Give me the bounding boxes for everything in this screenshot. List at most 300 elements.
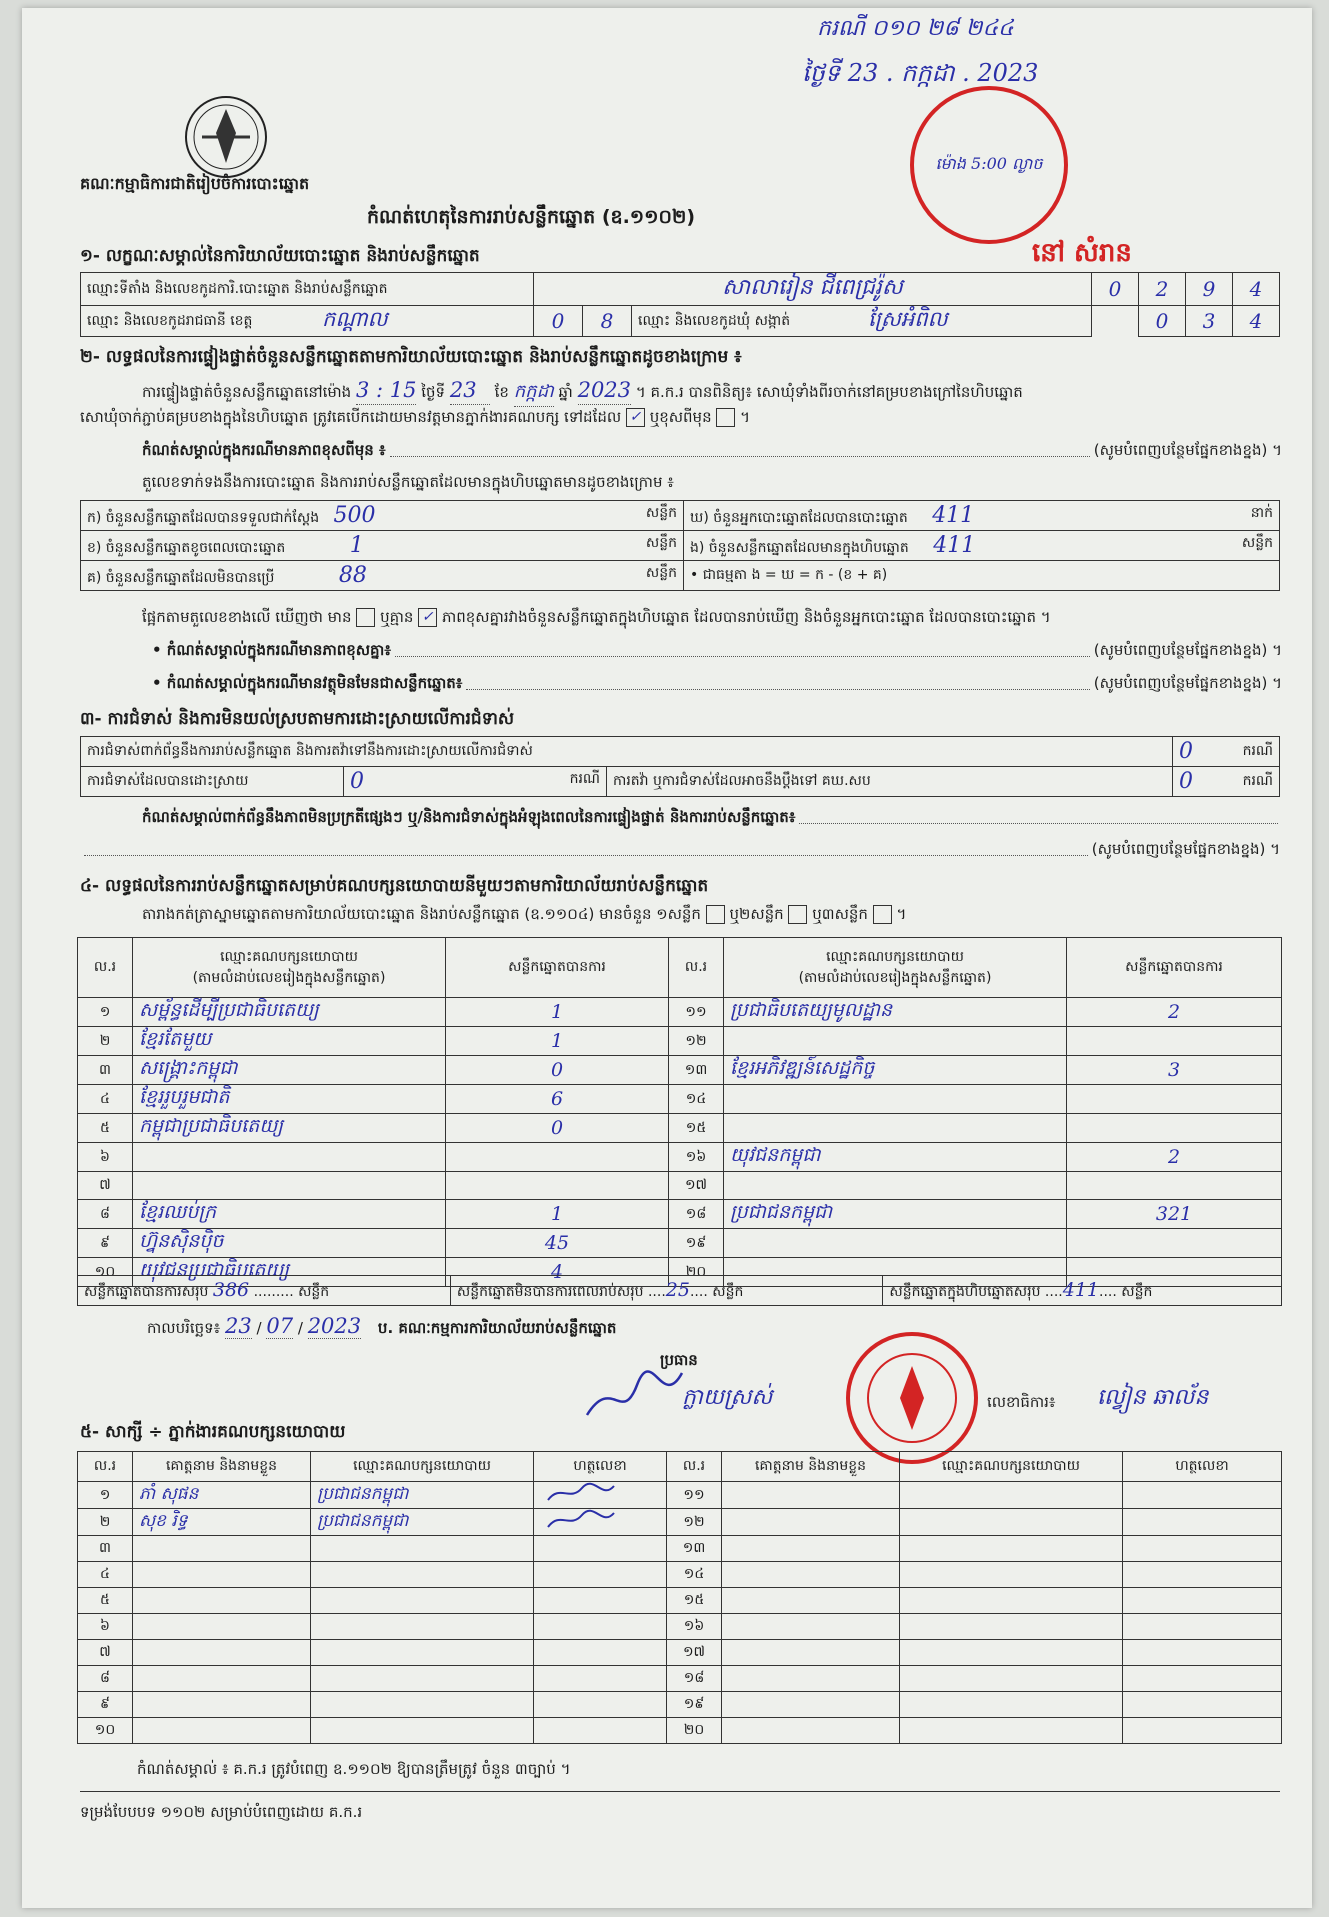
table-row bbox=[78, 1229, 1282, 1258]
station-label: ឈ្មោះទីតាំង និងលេខកូដការិ.បោះឆ្នោត និងរាប់សន្លឹកឆ្នោត bbox=[81, 273, 534, 306]
witness-party bbox=[311, 1614, 534, 1640]
different-checkbox[interactable] bbox=[716, 408, 735, 427]
witness-signature bbox=[534, 1666, 667, 1692]
tally-sub-2: ឬ២សន្លឹក bbox=[729, 905, 784, 923]
party-name bbox=[724, 1114, 1067, 1143]
commune-code-1: 0 bbox=[1139, 306, 1186, 337]
difference-note-line bbox=[390, 441, 1090, 457]
table-row bbox=[78, 1718, 1282, 1744]
witness-name bbox=[722, 1536, 900, 1562]
section2-title: ២- លទ្ធផលនៃការផ្ទៀងផ្ទាត់ចំនួនសន្លឹកឆ្នោតតាមការិយាល័យបោះឆ្នោត និងរាប់សន្លឹកឆ្នោតដូចខាងក្រោម ៖ bbox=[80, 347, 742, 367]
party-votes: 321 bbox=[1067, 1200, 1282, 1229]
party-no: ១៦ bbox=[669, 1143, 724, 1172]
witness-signature bbox=[534, 1614, 667, 1640]
witness-party bbox=[900, 1718, 1123, 1744]
party-votes bbox=[1067, 1229, 1282, 1258]
witness-signature bbox=[534, 1692, 667, 1718]
wit-col-party-left: ឈ្មោះគណបក្សនយោបាយ bbox=[311, 1452, 534, 1482]
section3-title: ៣- ការជំទាស់ និងការមិនយល់ស្របតាមការដោះស្រាយលើការជំទាស់ bbox=[80, 709, 515, 729]
party-votes: 45 bbox=[446, 1229, 669, 1258]
verification-paragraph bbox=[142, 376, 1282, 407]
party-name: ខ្មែរអភិវឌ្ឍន៍សេដ្ឋកិច្ច bbox=[724, 1056, 1067, 1085]
witness-no: ១៦ bbox=[667, 1614, 722, 1640]
witness-name bbox=[133, 1718, 311, 1744]
document-page bbox=[22, 8, 1312, 1908]
total-ballots-label: សន្លឹកឆ្នោតក្នុងហិបឆ្នោតសរុប bbox=[889, 1283, 1041, 1300]
party-no: ៤ bbox=[78, 1085, 133, 1114]
party-no: ៣ bbox=[78, 1056, 133, 1085]
witness-party bbox=[900, 1614, 1123, 1640]
party-no: ១៧ bbox=[669, 1172, 724, 1200]
party-votes: 2 bbox=[1067, 998, 1282, 1027]
comparison-line bbox=[142, 608, 1051, 630]
station-code-2: 2 bbox=[1139, 273, 1186, 306]
total-valid-value: 386 bbox=[212, 1278, 250, 1301]
party-votes: 1 bbox=[446, 1027, 669, 1056]
party-votes bbox=[446, 1143, 669, 1172]
witness-party bbox=[900, 1482, 1123, 1509]
bullet-note-2 bbox=[152, 674, 1282, 696]
col-votes-right: សន្លឹកឆ្នោតបានការ bbox=[1067, 938, 1282, 998]
party-no: ៨ bbox=[78, 1200, 133, 1229]
witness-signature bbox=[534, 1509, 667, 1536]
table-row bbox=[78, 1562, 1282, 1588]
verify-time: 3 : 15 bbox=[356, 376, 417, 405]
row-a-label: ក) ចំនួនសន្លឹកឆ្នោតដែលបានទទួលជាក់ស្តែង bbox=[87, 509, 320, 526]
bullet2-label: • កំណត់សម្គាល់ក្នុងករណីមានវត្ថុមិនមែនជាសន្លឹកឆ្នោត៖ bbox=[152, 674, 463, 692]
row-c-value: 88 bbox=[338, 562, 367, 588]
party-name: ខ្មែរតែមួយ bbox=[133, 1027, 446, 1056]
witness-no: ២០ bbox=[667, 1718, 722, 1744]
wit-col-name-right: គោត្តនាម និងនាមខ្លួន bbox=[722, 1452, 900, 1482]
witness-no: ១០ bbox=[78, 1718, 133, 1744]
party-name bbox=[724, 1229, 1067, 1258]
compare-c: ភាពខុសគ្នារវាងចំនួនសន្លឹកឆ្នោតក្នុងហិបឆ្នោត ដែលបានរាប់ឃើញ និងចំនួនអ្នកបោះឆ្នោត ដែលបានបោះឆ្នោត ។ bbox=[441, 608, 1051, 626]
three-sheet-checkbox[interactable] bbox=[873, 905, 892, 924]
party-votes bbox=[1067, 1114, 1282, 1143]
figures-intro: តួលេខទាក់ទងនឹងការបោះឆ្នោត និងការរាប់សន្លឹកឆ្នោតដែលមានក្នុងហិបឆ្នោតមានដូចខាងក្រោម ៖ bbox=[142, 473, 674, 491]
party-name: យុវជនកម្ពុជា bbox=[724, 1143, 1067, 1172]
wit-col-party-right: ឈ្មោះគណបក្សនយោបាយ bbox=[900, 1452, 1123, 1482]
witness-signature bbox=[1123, 1666, 1282, 1692]
witness-name bbox=[133, 1614, 311, 1640]
commune-code-2: 3 bbox=[1186, 306, 1233, 337]
witness-signature bbox=[534, 1640, 667, 1666]
witness-name bbox=[722, 1692, 900, 1718]
irregularity-note-2 bbox=[80, 840, 1280, 862]
p1-text-c: ខែ bbox=[494, 383, 509, 401]
witness-signature bbox=[534, 1536, 667, 1562]
date-month: 07 bbox=[266, 1314, 294, 1338]
bullet1-line bbox=[395, 641, 1090, 657]
witness-no: ១១ bbox=[667, 1482, 722, 1509]
witness-name bbox=[722, 1718, 900, 1744]
table-row bbox=[78, 1666, 1282, 1692]
handwritten-date: ថ្ងៃទី 23 . កក្កដា . 2023 bbox=[802, 59, 1039, 87]
table-row bbox=[78, 1085, 1282, 1114]
fill-more-2: (សូមបំពេញបន្ថែមផ្នែកខាងខ្នង) ។ bbox=[1093, 641, 1282, 659]
p1-text-b: ថ្ងៃទី bbox=[421, 383, 446, 401]
lock-paragraph: សោឃុំចាក់ភ្ជាប់គម្របខាងក្នុងនៃហិបឆ្នោត ត្រូវគេបើកដោយមានវត្តមានភ្នាក់ងារគណបក្ស ទៅដដែល ✓ ឬខុសពីមុន ។ bbox=[80, 408, 751, 426]
section1-title: ១- លក្ខណៈសម្គាល់នៃការិយាល័យបោះឆ្នោត និងរាប់សន្លឹកឆ្នោត bbox=[80, 246, 480, 266]
witness-name bbox=[722, 1614, 900, 1640]
table-row bbox=[78, 1027, 1282, 1056]
no-difference-checkbox[interactable]: ✓ bbox=[418, 608, 437, 627]
party-name: ប្រជាធិបតេយ្យមូលដ្ឋាន bbox=[724, 998, 1067, 1027]
bullet1-label: • កំណត់សម្គាល់ក្នុងករណីមានភាពខុសគ្នា៖ bbox=[152, 641, 391, 659]
witness-party bbox=[900, 1692, 1123, 1718]
chair-signature bbox=[582, 1365, 692, 1429]
keep-label: នៅ សំរាន bbox=[1032, 238, 1132, 268]
bullet-note-1 bbox=[152, 641, 1282, 663]
party-no: ៦ bbox=[78, 1143, 133, 1172]
p1-text-e: ។ គ.ក.រ បានពិនិត្យ៖ សោឃុំទាំងពីរចាក់នៅគម្របខាងក្រៅនៃហិបឆ្នោត bbox=[635, 383, 1023, 401]
p1-text-a: ការផ្ទៀងផ្ទាត់ចំនួនសន្លឹកឆ្នោតនៅម៉ោង bbox=[142, 383, 352, 401]
witness-no: ១២ bbox=[667, 1509, 722, 1536]
witness-signature bbox=[534, 1562, 667, 1588]
p1-text-d: ឆ្នាំ bbox=[558, 383, 573, 401]
verify-year: 2023 bbox=[578, 376, 631, 405]
total-valid-label: សន្លឹកឆ្នោតបានការសរុប bbox=[84, 1283, 209, 1300]
wit-col-sign-left: ហត្ថលេខា bbox=[534, 1452, 667, 1482]
party-name: កម្ពុជាប្រជាធិបតេយ្យ bbox=[133, 1114, 446, 1143]
witness-no: ៦ bbox=[78, 1614, 133, 1640]
witness-no: ១៩ bbox=[667, 1692, 722, 1718]
fill-more-1: (សូមបំពេញបន្ថែមផ្នែកខាងខ្នង) ។ bbox=[1093, 441, 1282, 459]
party-votes bbox=[1067, 1172, 1282, 1200]
table-row bbox=[78, 1536, 1282, 1562]
wit-col-name-left: គោត្តនាម និងនាមខ្លួន bbox=[133, 1452, 311, 1482]
section4-title: ៤- លទ្ធផលនៃការរាប់សន្លឹកឆ្នោតសម្រាប់គណបក្សនយោបាយនីមួយៗតាមការិយាល័យរាប់សន្លឹកឆ្នោត bbox=[80, 876, 709, 896]
appeal-value: 0 bbox=[1172, 767, 1213, 797]
appeal-label: ការតវ៉ា ឬការជំទាស់ដែលអាចនឹងប្តឹងទៅ គឃ.សប bbox=[607, 767, 1173, 797]
witness-party: ប្រជាជនកម្ពុជា bbox=[311, 1509, 534, 1536]
witness-signature bbox=[534, 1588, 667, 1614]
party-name: ហ្វ៊ុនស៊ិនប៉ិច bbox=[133, 1229, 446, 1258]
tally-sub-1: តារាងកត់ត្រាស្នាមឆ្នោតតាមការិយាល័យបោះឆ្នោត និងរាប់សន្លឹកឆ្នោត (ឧ.១១០៤) មានចំនួន ១សន្លឹក bbox=[142, 905, 701, 923]
station-code-1: 0 bbox=[1092, 273, 1139, 306]
difference-note-label: កំណត់សម្គាល់ក្នុងករណីមានភាពខុសពីមុន ៖ bbox=[142, 441, 386, 459]
table-row bbox=[78, 1200, 1282, 1229]
party-no: ៩ bbox=[78, 1229, 133, 1258]
secretary-name: ល្វៀន ឆាល័ន bbox=[1097, 1385, 1209, 1410]
compare-a: ផ្អែកតាមតួលេខខាងលើ ឃើញថា មាន bbox=[142, 608, 352, 626]
witness-party bbox=[900, 1666, 1123, 1692]
witness-name bbox=[722, 1562, 900, 1588]
fill-more-3: (សូមបំពេញបន្ថែមផ្នែកខាងខ្នង) ។ bbox=[1093, 674, 1282, 692]
table-row bbox=[78, 1614, 1282, 1640]
party-no: ៥ bbox=[78, 1114, 133, 1143]
irregularity-note bbox=[142, 808, 1282, 830]
witness-no: ៩ bbox=[78, 1692, 133, 1718]
party-votes: 0 bbox=[446, 1114, 669, 1143]
row-d-unit: នាក់ bbox=[1250, 504, 1273, 521]
resolved-label: ការជំទាស់ដែលបានដោះស្រាយ bbox=[81, 767, 344, 797]
row-c-unit: សន្លឹក bbox=[645, 564, 677, 581]
secretary-label: លេខាធិការ៖ bbox=[987, 1393, 1056, 1411]
objection-row-1-label: ការជំទាស់ពាក់ព័ន្ធនឹងការរាប់សន្លឹកឆ្នោត និងការតវ៉ាទៅនឹងការដោះស្រាយលើការជំទាស់ bbox=[81, 737, 1173, 767]
witness-party bbox=[900, 1588, 1123, 1614]
party-no: ១៥ bbox=[669, 1114, 724, 1143]
wit-col-sign-right: ហត្ថលេខា bbox=[1123, 1452, 1282, 1482]
party-no: ១០ bbox=[78, 1258, 133, 1287]
objection-table bbox=[80, 736, 1280, 797]
party-no: ១៤ bbox=[669, 1085, 724, 1114]
date-line: កាលបរិច្ឆេទ៖ 23 / 07 / 2023 ប. គណៈកម្មការការិយាល័យរាប់សន្លឹកឆ្នោត bbox=[147, 1314, 617, 1338]
witness-name bbox=[133, 1588, 311, 1614]
tally-sub-3: ឬ៣សន្លឹក bbox=[812, 905, 868, 923]
footer-note: កំណត់សម្គាល់ ៖ គ.ក.រ ត្រូវបំពេញ ឧ.១១០២ ឱ្យបានត្រឹមត្រូវ ចំនួន ៣ច្បាប់ ។ bbox=[137, 1760, 571, 1778]
table-row bbox=[78, 1509, 1282, 1536]
table-row bbox=[78, 1172, 1282, 1200]
wit-col-no-right: ល.រ bbox=[667, 1452, 722, 1482]
province-name: កណ្តាល bbox=[322, 306, 388, 331]
same-checkbox[interactable]: ✓ bbox=[626, 408, 645, 427]
commune-name: ស្រែអំពិល bbox=[868, 306, 948, 331]
party-results-table bbox=[77, 937, 1282, 1287]
party-votes: 1 bbox=[446, 1200, 669, 1229]
col-no-left: ល.រ bbox=[78, 938, 133, 998]
org-name: គណៈកម្មាធិការជាតិរៀបចំការបោះឆ្នោត bbox=[80, 174, 310, 193]
national-emblem-logo bbox=[182, 93, 270, 181]
witness-name: សុខ រិទ្ធ bbox=[133, 1509, 311, 1536]
total-invalid-value: 25 bbox=[665, 1278, 690, 1301]
official-stamp bbox=[910, 86, 1068, 244]
party-votes: 3 bbox=[1067, 1056, 1282, 1085]
difference-note bbox=[142, 441, 1282, 463]
witness-no: ៥ bbox=[78, 1588, 133, 1614]
row-e-unit: សន្លឹក bbox=[1241, 534, 1273, 551]
party-name bbox=[724, 1085, 1067, 1114]
date-year: 2023 bbox=[307, 1314, 362, 1338]
witness-name bbox=[722, 1588, 900, 1614]
party-no: ១៨ bbox=[669, 1200, 724, 1229]
total-ballots-value: 411 bbox=[1062, 1278, 1099, 1301]
party-no: ១៩ bbox=[669, 1229, 724, 1258]
party-results-body bbox=[78, 998, 1282, 1287]
verify-month: កក្កដា bbox=[514, 378, 554, 407]
objection-row-1-unit: ករណី bbox=[1213, 737, 1279, 767]
witness-signature bbox=[1123, 1562, 1282, 1588]
witness-no: ១៥ bbox=[667, 1588, 722, 1614]
witness-name bbox=[133, 1640, 311, 1666]
irregularity-label: កំណត់សម្គាល់ពាក់ព័ន្ធនឹងភាពមិនប្រក្រតីផ្សេងៗ ឬ/និងការជំទាស់ក្នុងអំឡុងពេលនៃការផ្ទៀងផ្ទាត់ និងការរាប់សន្លឹកឆ្នោត៖ bbox=[142, 808, 796, 826]
witness-signature bbox=[1123, 1640, 1282, 1666]
witness-signature bbox=[1123, 1536, 1282, 1562]
party-votes bbox=[1067, 1027, 1282, 1056]
two-sheet-checkbox[interactable] bbox=[788, 905, 807, 924]
party-name bbox=[724, 1027, 1067, 1056]
party-name: ប្រជាជនកម្ពុជា bbox=[724, 1200, 1067, 1229]
witness-no: ៨ bbox=[78, 1666, 133, 1692]
tally-sheet-line: តារាងកត់ត្រាស្នាមឆ្នោតតាមការិយាល័យបោះឆ្នោត និងរាប់សន្លឹកឆ្នោត (ឧ.១១០៤) មានចំនួន ១សន្លឹក ឬ២សន្លឹក ឬ៣សន្លឹក ។ bbox=[142, 905, 907, 923]
witness-signature bbox=[534, 1482, 667, 1509]
province-code-2: 8 bbox=[583, 306, 632, 337]
witness-party bbox=[311, 1718, 534, 1744]
date-day: 23 bbox=[225, 1314, 252, 1338]
party-votes bbox=[1067, 1085, 1282, 1114]
chair-name: ក្លាយស្រស់ bbox=[682, 1385, 773, 1410]
table-row bbox=[78, 1692, 1282, 1718]
p2-text: សោឃុំចាក់ភ្ជាប់គម្របខាងក្នុងនៃហិបឆ្នោត ត្រូវគេបើកដោយមានវត្តមានភ្នាក់ងារគណបក្ស ទៅដដែល bbox=[80, 408, 622, 426]
party-no: ១១ bbox=[669, 998, 724, 1027]
stamp-time: ម៉ោង 5:00 ល្ងាច bbox=[935, 154, 1043, 173]
table-row bbox=[78, 1056, 1282, 1085]
witness-signature bbox=[1123, 1614, 1282, 1640]
witness-party: ប្រជាជនកម្ពុជា bbox=[311, 1482, 534, 1509]
table-row bbox=[78, 1114, 1282, 1143]
witness-name bbox=[133, 1536, 311, 1562]
total-invalid-label: សន្លឹកឆ្នោតមិនបានការពេលរាប់សរុប bbox=[456, 1283, 644, 1300]
p2-or-text: ឬខុសពីមុន bbox=[649, 408, 712, 426]
party-name bbox=[133, 1143, 446, 1172]
witness-no: ១៨ bbox=[667, 1666, 722, 1692]
form-title: កំណត់ហេតុនៃការរាប់សន្លឹកឆ្នោត (ឧ.១១០២) bbox=[367, 206, 696, 228]
committee-label: ប. គណៈកម្មការការិយាល័យរាប់សន្លឹកឆ្នោត bbox=[377, 1319, 617, 1337]
objection-row-1-value: 0 bbox=[1172, 737, 1213, 767]
party-name: ខ្មែររួបរួមជាតិ bbox=[133, 1085, 446, 1114]
irregularity-line-2 bbox=[84, 840, 1088, 856]
party-votes bbox=[446, 1172, 669, 1200]
witness-signature bbox=[1123, 1509, 1282, 1536]
witness-signature bbox=[1123, 1482, 1282, 1509]
table-row bbox=[78, 1143, 1282, 1172]
resolved-unit: ករណី bbox=[569, 771, 600, 787]
witness-name bbox=[133, 1562, 311, 1588]
station-code-3: 9 bbox=[1186, 273, 1233, 306]
committee-stamp bbox=[842, 1328, 982, 1468]
party-votes: 4 bbox=[446, 1258, 669, 1287]
party-votes: 2 bbox=[1067, 1143, 1282, 1172]
appeal-unit: ករណី bbox=[1213, 767, 1279, 797]
province-code-1: 0 bbox=[534, 306, 583, 337]
col-party-left: ឈ្មោះគណបក្សនយោបាយ (តាមលំដាប់លេខរៀងក្នុងសន្លឹកឆ្នោត) bbox=[133, 938, 446, 998]
formula-note: • ជាធម្មតា ង = ឃ = ក - (ខ + គ) bbox=[684, 561, 1280, 591]
witness-signature bbox=[534, 1718, 667, 1744]
party-name: សង្គ្រោះកម្ពុជា bbox=[133, 1056, 446, 1085]
compare-b: ឬគ្មាន bbox=[380, 608, 414, 626]
witness-no: ៤ bbox=[78, 1562, 133, 1588]
witness-name bbox=[133, 1666, 311, 1692]
witness-name bbox=[722, 1509, 900, 1536]
witness-party bbox=[311, 1536, 534, 1562]
party-name bbox=[133, 1172, 446, 1200]
station-name: សាលារៀន ជីពេជ្ររ៉ូស bbox=[534, 273, 1092, 306]
party-name bbox=[724, 1172, 1067, 1200]
witness-party bbox=[311, 1562, 534, 1588]
witness-name bbox=[722, 1640, 900, 1666]
party-name: ខ្មែរឈប់ក្រ bbox=[133, 1200, 446, 1229]
witness-name bbox=[133, 1692, 311, 1718]
party-no: ២ bbox=[78, 1027, 133, 1056]
witness-party bbox=[900, 1562, 1123, 1588]
totals-table: សន្លឹកឆ្នោតបានការសរុប 386 ......... សន្លឹក សន្លឹកឆ្នោតមិនបានការពេលរាប់សរុប ....25.... សន្លឹក សន្លឹកឆ្នោតក្នុងហិបឆ្នោតសរុប ....411.... សន្លឹក bbox=[77, 1275, 1282, 1306]
witness-no: ៣ bbox=[78, 1536, 133, 1562]
col-votes-left: សន្លឹកឆ្នោតបានការ bbox=[446, 938, 669, 998]
witness-no: ១ bbox=[78, 1482, 133, 1509]
witness-party bbox=[900, 1640, 1123, 1666]
witness-signature bbox=[1123, 1588, 1282, 1614]
witness-signature bbox=[1123, 1718, 1282, 1744]
witness-party bbox=[900, 1509, 1123, 1536]
commune-label: ឈ្មោះ និងលេខកូដឃុំ សង្កាត់ bbox=[638, 312, 791, 329]
witness-signature bbox=[1123, 1692, 1282, 1718]
row-b-unit: សន្លឹក bbox=[645, 534, 677, 551]
row-d-label: ឃ) ចំនួនអ្នកបោះឆ្នោតដែលបានបោះឆ្នោត bbox=[690, 509, 908, 526]
station-code-4: 4 bbox=[1233, 273, 1280, 306]
table-row bbox=[78, 1482, 1282, 1509]
witness-name bbox=[722, 1482, 900, 1509]
footer-divider bbox=[80, 1791, 1280, 1792]
table-row bbox=[78, 1588, 1282, 1614]
witness-table bbox=[77, 1451, 1282, 1744]
party-votes: 6 bbox=[446, 1085, 669, 1114]
row-c-label: គ) ចំនួនសន្លឹកឆ្នោតដែលមិនបានប្រើ bbox=[87, 569, 275, 586]
has-difference-checkbox[interactable] bbox=[356, 608, 375, 627]
party-no: ២០ bbox=[669, 1258, 724, 1287]
witness-body bbox=[78, 1482, 1282, 1744]
witness-name: ភាំ សុផន bbox=[133, 1482, 311, 1509]
handwritten-reference: ករណី ០១០ ២៨ ២៤៤ bbox=[817, 16, 1014, 41]
witness-party bbox=[311, 1692, 534, 1718]
party-no: ១ bbox=[78, 998, 133, 1027]
witness-no: ១៣ bbox=[667, 1536, 722, 1562]
party-no: ១២ bbox=[669, 1027, 724, 1056]
resolved-value: 0 bbox=[350, 769, 364, 794]
party-no: ៧ bbox=[78, 1172, 133, 1200]
witness-party bbox=[900, 1536, 1123, 1562]
one-sheet-checkbox[interactable] bbox=[706, 905, 725, 924]
witness-party bbox=[311, 1588, 534, 1614]
witness-name bbox=[722, 1666, 900, 1692]
party-no: ១៣ bbox=[669, 1056, 724, 1085]
wit-col-no-left: ល.រ bbox=[78, 1452, 133, 1482]
party-name: យុវជនប្រជាធិបតេយ្យ bbox=[133, 1258, 446, 1287]
date-label: កាលបរិច្ឆេទ៖ bbox=[147, 1319, 221, 1337]
witness-no: ១៧ bbox=[667, 1640, 722, 1666]
verify-day: 23 bbox=[450, 376, 490, 405]
col-no-right: ល.រ bbox=[669, 938, 724, 998]
row-e-value: 411 bbox=[933, 532, 976, 558]
bullet2-line bbox=[466, 674, 1089, 690]
table-row bbox=[78, 998, 1282, 1027]
table-row bbox=[78, 1640, 1282, 1666]
fill-more-4: (សូមបំពេញបន្ថែមផ្នែកខាងខ្នង) ។ bbox=[1091, 840, 1280, 858]
row-e-label: ង) ចំនួនសន្លឹកឆ្នោតដែលមានក្នុងហិបឆ្នោត bbox=[690, 539, 909, 556]
party-votes: 1 bbox=[446, 998, 669, 1027]
col-party-right: ឈ្មោះគណបក្សនយោបាយ (តាមលំដាប់លេខរៀងក្នុងសន្លឹកឆ្នោត) bbox=[724, 938, 1067, 998]
station-table bbox=[80, 272, 1280, 337]
irregularity-line-1 bbox=[799, 808, 1278, 824]
witness-no: ១៤ bbox=[667, 1562, 722, 1588]
witness-no: ២ bbox=[78, 1509, 133, 1536]
row-b-label: ខ) ចំនួនសន្លឹកឆ្នោតខូចពេលបោះឆ្នោត bbox=[87, 539, 286, 556]
section5-title: ៥- សាក្សី ÷ ភ្នាក់ងារគណបក្សនយោបាយ bbox=[80, 1422, 346, 1442]
witness-party bbox=[311, 1640, 534, 1666]
row-b-value: 1 bbox=[349, 532, 364, 558]
row-a-unit: សន្លឹក bbox=[645, 504, 677, 521]
party-votes: 0 bbox=[446, 1056, 669, 1085]
witness-no: ៧ bbox=[78, 1640, 133, 1666]
footer-form-id: ទម្រង់បែបបទ ១១០២ សម្រាប់បំពេញដោយ គ.ក.រ bbox=[80, 1803, 363, 1821]
witness-party bbox=[311, 1666, 534, 1692]
province-label: ឈ្មោះ និងលេខកូដរាជធានី ខេត្ត bbox=[87, 312, 253, 329]
row-a-value: 500 bbox=[333, 502, 376, 528]
party-name: សម្ព័ន្ធដើម្បីប្រជាធិបតេយ្យ bbox=[133, 998, 446, 1027]
row-d-value: 411 bbox=[932, 502, 975, 528]
figures-table bbox=[80, 500, 1280, 591]
chair-title: ប្រធាន bbox=[660, 1351, 698, 1369]
